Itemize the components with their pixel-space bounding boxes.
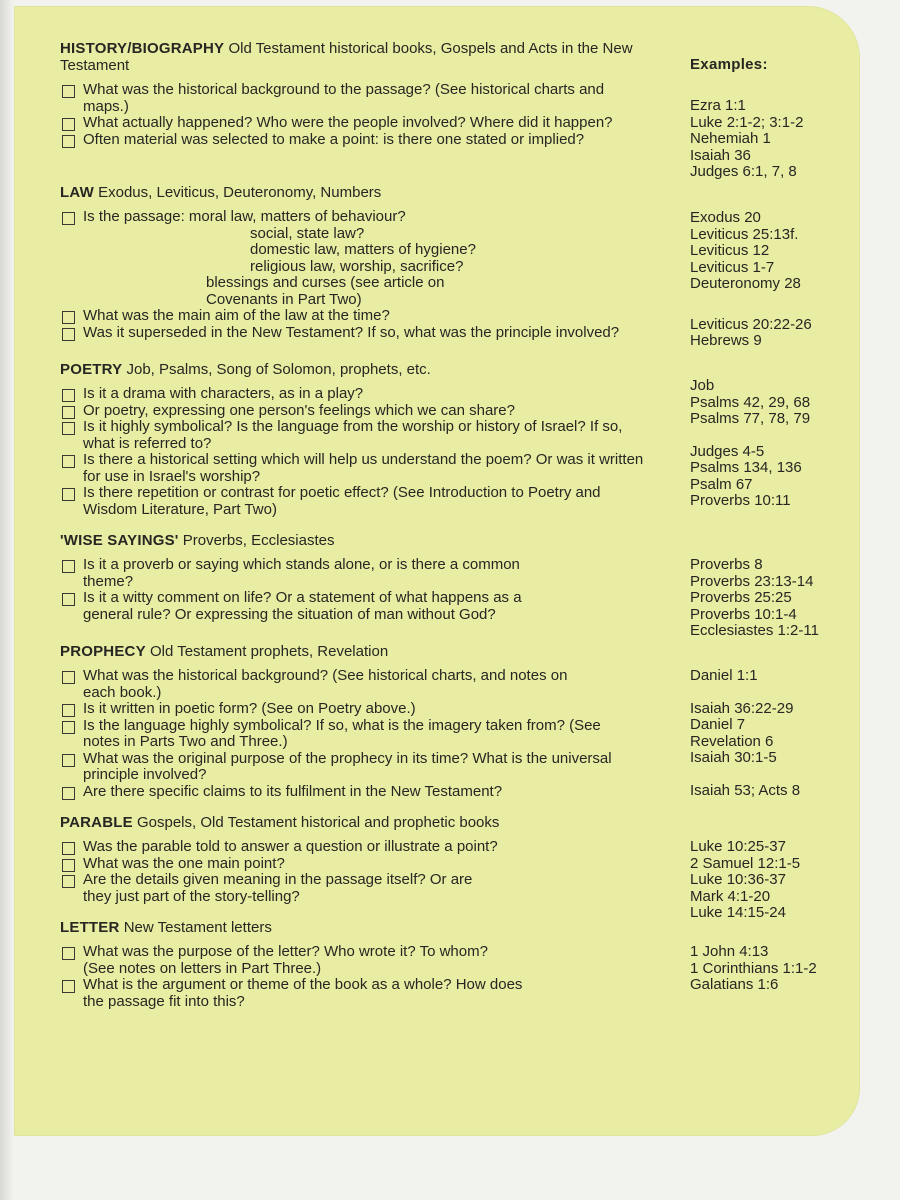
question-text: What was the main aim of the law at the time? [83,307,390,324]
checkbox[interactable] [62,787,75,800]
section-description: Job, Psalms, Song of Solomon, prophets, etc. [126,361,431,378]
checkbox[interactable] [62,704,75,717]
section-heading [60,919,860,936]
example-reference: Daniel 1:1 [690,667,758,684]
law-subtype: blessings and curses (see article on Covenants in Part Two) [206,274,445,308]
example-reference: Judges 4-5 [690,442,765,460]
question-text: What is the argument or theme of the book as a whole? How does the passage fit into this? [83,976,523,1010]
sections-list [60,40,860,1024]
section-category: POETRY [60,361,123,378]
checkbox[interactable] [62,875,75,888]
checkbox[interactable] [62,488,75,501]
example-reference: Proverbs 25:25 [690,589,792,606]
example-reference: Isaiah 30:1-5 [690,749,777,766]
checkbox[interactable] [62,311,75,324]
example-reference: Luke 2:1-2; 3:1-2 [690,113,804,131]
checkbox[interactable] [62,593,75,606]
example-reference: Exodus 20 [690,209,761,226]
examples-column [690,210,860,350]
question-text: Is there a historical setting which will help us understand the poem? Or was it written for use in Israel's worship? [83,451,644,485]
example-reference: Hebrews 9 [690,332,762,349]
example-reference: Isaiah 36:22-29 [690,699,794,717]
section-description: New Testament letters [123,919,272,936]
law-subtype: social, state law? [250,224,365,242]
question-text: Are there specific claims to its fulfilment in the New Testament? [83,782,503,800]
example-reference: Psalms 42, 29, 68 [690,393,811,411]
example-reference: Proverbs 10:1-4 [690,605,797,623]
section-history [60,40,860,180]
section-heading [60,532,860,549]
page-edge [0,0,14,1200]
example-reference: Psalms 77, 78, 79 [690,410,811,427]
section-heading [60,361,860,378]
section-category: LAW [60,184,94,201]
question-text: Often material was selected to make a point: is there one stated or implied? [83,130,585,148]
example-reference: Proverbs 10:11 [690,492,791,509]
example-reference: Luke 10:36-37 [690,871,786,888]
example-reference: Leviticus 25:13f. [690,225,799,243]
example-reference: Isaiah 53; Acts 8 [690,781,801,799]
example-reference: Deuteronomy 28 [690,275,801,292]
section-heading [60,40,660,74]
examples-column [690,378,860,510]
checkbox[interactable] [62,859,75,872]
section-wise-sayings [60,532,860,639]
example-reference: Galatians 1:6 [690,976,779,993]
example-reference: Luke 14:15-24 [690,904,786,921]
question-text: Is it a proverb or saying which stands alone, or is there a common theme? [83,556,520,590]
section-heading [60,814,860,831]
checkbox[interactable] [62,754,75,767]
checkbox[interactable] [62,980,75,993]
checkbox[interactable] [62,328,75,341]
question-text: Is it highly symbolical? Is the language from the worship or history of Israel? If so, what is referred to? [83,418,623,452]
checkbox[interactable] [62,947,75,960]
checkbox[interactable] [62,721,75,734]
question-text: Is it a witty comment on life? Or a statement of what happens as a general rule? Or expressing the situation of man without God? [83,589,522,623]
section-category: LETTER [60,919,120,936]
section-heading [60,643,860,660]
section-description: Old Testament historical books, Gospels and Acts in the New Testament [60,40,633,74]
example-reference: Mark 4:1-20 [690,887,771,905]
checkbox[interactable] [62,212,75,225]
example-reference: Proverbs 8 [690,556,763,573]
section-parable [60,814,860,921]
examples-column [690,98,860,181]
example-reference: Ecclesiastes 1:2-11 [690,622,819,639]
example-reference: Leviticus 20:22-26 [690,315,812,333]
checkbox[interactable] [62,406,75,419]
checkbox[interactable] [62,455,75,468]
question-text: Is the passage: moral law, matters of behaviour? [83,208,406,225]
examples-heading: Examples: [690,56,768,73]
section-category: PROPHECY [60,643,146,660]
section-description: Old Testament prophets, Revelation [149,643,389,660]
example-reference: Luke 10:25-37 [690,838,786,855]
checkbox[interactable] [62,389,75,402]
example-reference: Nehemiah 1 [690,130,771,147]
example-reference: Judges 6:1, 7, 8 [690,163,797,180]
example-reference: 1 Corinthians 1:1-2 [690,959,817,977]
law-subtype: religious law, worship, sacrifice? [250,257,464,275]
question-text: What was the purpose of the letter? Who wrote it? To whom? (See notes on letters in Part Three.) [83,943,488,977]
question-text: Was the parable told to answer a question or illustrate a point? [83,838,498,855]
question-text: Or poetry, expressing one person's feelings which we can share? [83,401,515,419]
section-prophecy [60,643,860,800]
question-text: Is it a drama with characters, as in a play? [83,385,364,402]
checkbox[interactable] [62,135,75,148]
example-reference: Isaiah 36 [690,146,751,164]
question-text: What actually happened? Who were the people involved? Where did it happen? [83,114,613,131]
question-text: Was it superseded in the New Testament? If so, what was the principle involved? [83,323,620,341]
question-text: What was the historical background? (See historical charts, and notes on each book.) [83,667,568,701]
question-text: What was the one main point? [83,854,285,872]
question-text: Are the details given meaning in the passage itself? Or are they just part of the story-telling? [83,871,473,905]
question-text: Is there repetition or contrast for poetic effect? (See Introduction to Poetry and Wisdom Literature, Part Two) [83,484,601,518]
example-reference: Leviticus 1-7 [690,258,775,276]
examples-column [690,944,860,994]
question-text: What was the historical background to the passage? (See historical charts and maps.) [83,81,605,115]
section-letter [60,919,860,1010]
section-category: 'WISE SAYINGS' [60,532,179,549]
section-heading [60,184,860,201]
example-reference: Job [690,377,715,394]
example-reference: Leviticus 12 [690,242,770,259]
example-reference: Proverbs 23:13-14 [690,572,814,590]
checkbox[interactable] [62,422,75,435]
law-subtype: domestic law, matters of hygiene? [250,241,476,258]
section-category: PARABLE [60,814,133,831]
section-description: Gospels, Old Testament historical and prophetic books [136,814,500,831]
example-reference: Ezra 1:1 [690,97,746,114]
checkbox[interactable] [62,671,75,684]
checkbox[interactable] [62,85,75,98]
examples-column [690,839,860,922]
checkbox[interactable] [62,118,75,131]
example-reference: Daniel 7 [690,716,746,733]
section-law [60,184,860,349]
section-category: HISTORY/BIOGRAPHY [60,40,225,57]
example-reference: Psalms 134, 136 [690,459,802,476]
example-reference: 2 Samuel 12:1-5 [690,854,801,872]
examples-column [690,668,860,799]
question-text: Is it written in poetic form? (See on Poetry above.) [83,700,416,717]
example-reference: Revelation 6 [690,732,774,750]
question-text: Is the language highly symbolical? If so, what is the imagery taken from? (See notes in Parts Two and Three.) [83,716,601,750]
section-description: Proverbs, Ecclesiastes [182,532,335,549]
study-guide-panel [14,6,860,1136]
example-reference: 1 John 4:13 [690,943,769,960]
example-reference: Psalm 67 [690,475,753,493]
section-description: Exodus, Leviticus, Deuteronomy, Numbers [98,184,382,201]
section-poetry [60,361,860,518]
checkbox[interactable] [62,560,75,573]
question-text: What was the original purpose of the prophecy in its time? What is the universal principle involved? [83,749,612,783]
checkbox[interactable] [62,842,75,855]
examples-column [690,557,860,640]
